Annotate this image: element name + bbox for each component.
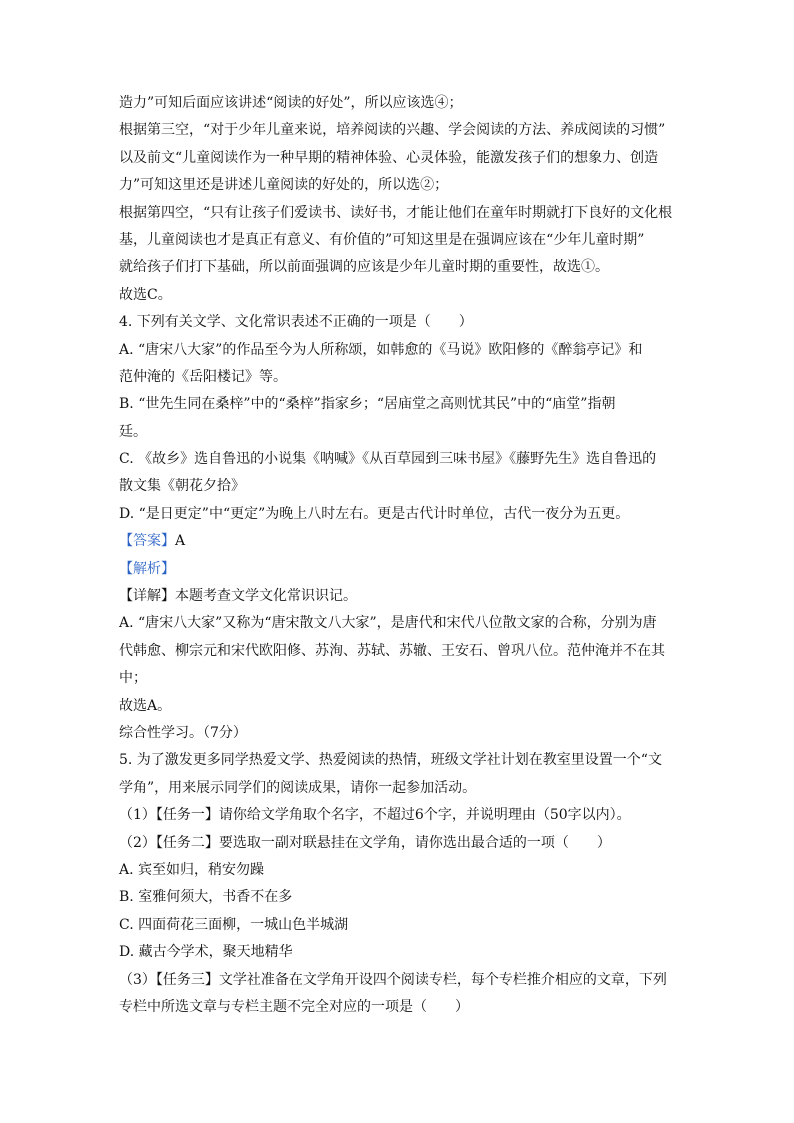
analysis-tag: 【解析】 bbox=[119, 560, 175, 577]
text-line: 综合性学习。（7分） bbox=[119, 724, 247, 741]
text-line: A. “唐宋八大家”的作品至今为人所称颂，如韩愈的《马说》欧阳修的《醉翁亭记》和 bbox=[119, 341, 643, 358]
answer-tag: 【答案】 bbox=[119, 533, 175, 550]
text-line: 【详解】本题考查文学文化常识识记。 bbox=[119, 588, 357, 605]
paragraph-block-2 bbox=[119, 583, 679, 1021]
text-line: A. 宾至如归，稍安勿躁 bbox=[119, 861, 265, 878]
text-line: 散文集《朝花夕拾》 bbox=[119, 478, 245, 495]
text-line: （3）【任务三】文学社准备在文学角开设四个阅读专栏，每个专栏推介相应的文章，下列 bbox=[119, 971, 667, 988]
text-line: 学角”，用来展示同学们的阅读成果，请你一起参加活动。 bbox=[119, 779, 477, 796]
text-line: C. 《故乡》选自鲁迅的小说集《呐喊》《从百草园到三味书屋》《藤野先生》选自鲁迅的 bbox=[119, 451, 657, 468]
text-line: 代韩愈、柳宗元和宋代欧阳修、苏洵、苏轼、苏辙、王安石、曾巩八位。范仲淹并不在其 bbox=[119, 642, 665, 659]
text-line: A. “唐宋八大家”又称为“唐宋散文八大家”，是唐代和宋代八位散文家的合称，分别为唐 bbox=[119, 615, 657, 632]
text-line: 就给孩子们打下基础，所以前面强调的应该是少年儿童时期的重要性，故选①。 bbox=[119, 259, 609, 276]
text-line: 4. 下列有关文学、文化常识表述不正确的一项是（ ） bbox=[119, 314, 473, 331]
text-line: D. 藏古今学术，聚天地精华 bbox=[119, 944, 293, 961]
text-line: 故选A。 bbox=[119, 697, 172, 714]
analysis-line bbox=[119, 556, 679, 583]
text-line: D. “是日更定”中“更定”为晚上八时左右。更是古代计时单位，古代一夜分为五更。 bbox=[119, 505, 630, 522]
answer-value: A bbox=[175, 533, 186, 550]
text-line: 造力”可知后面应该讲述“阅读的好处”，所以应该选④； bbox=[119, 95, 463, 111]
text-line: 故选C。 bbox=[119, 286, 172, 303]
text-line: B. 室雅何须大，书香不在多 bbox=[119, 889, 293, 906]
text-line: 廷。 bbox=[119, 423, 147, 440]
text-line: C. 四面荷花三面柳，一城山色半城湖 bbox=[119, 916, 349, 933]
text-line: 根据第四空，“只有让孩子们爱读书、读好书，才能让他们在童年时期就打下良好的文化根 bbox=[119, 204, 673, 221]
paragraph-block-1 bbox=[119, 90, 679, 528]
text-line: 力”可知这里还是讲述儿童阅读的好处的，所以选②； bbox=[119, 177, 449, 194]
text-line: 中； bbox=[119, 670, 147, 687]
text-line: 根据第三空，“对于少年儿童来说，培养阅读的兴趣、学会阅读的方法、养成阅读的习惯” bbox=[119, 122, 666, 139]
answer-line bbox=[119, 528, 679, 555]
text-line: 基，儿童阅读也才是真正有意义、有价值的”可知这里是在强调应该在“少年儿童时期” bbox=[119, 231, 645, 248]
text-line: （1）【任务一】请你给文学角取个名字，不超过6个字，并说明理由（50字以内）。 bbox=[119, 807, 631, 824]
text-line: 以及前文“儿童阅读作为一种早期的精神体验、心灵体验，能激发孩子们的想象力、创造 bbox=[119, 149, 659, 166]
text-line: B. “世先生同在桑梓”中的“桑梓”指家乡；“居庙堂之高则忧其民”中的“庙堂”指朝 bbox=[119, 396, 616, 413]
document-page bbox=[119, 90, 679, 1021]
text-line: 专栏中所选文章与专栏主题不完全对应的一项是（ ） bbox=[119, 998, 469, 1015]
text-line: （2）【任务二】要选取一副对联悬挂在文学角，请你选出最合适的一项（ ） bbox=[119, 834, 611, 851]
text-line: 范仲淹的《岳阳楼记》等。 bbox=[119, 368, 287, 385]
text-line: 5. 为了激发更多同学热爱文学、热爱阅读的热情，班级文学社计划在教室里设置一个“文 bbox=[119, 752, 662, 769]
